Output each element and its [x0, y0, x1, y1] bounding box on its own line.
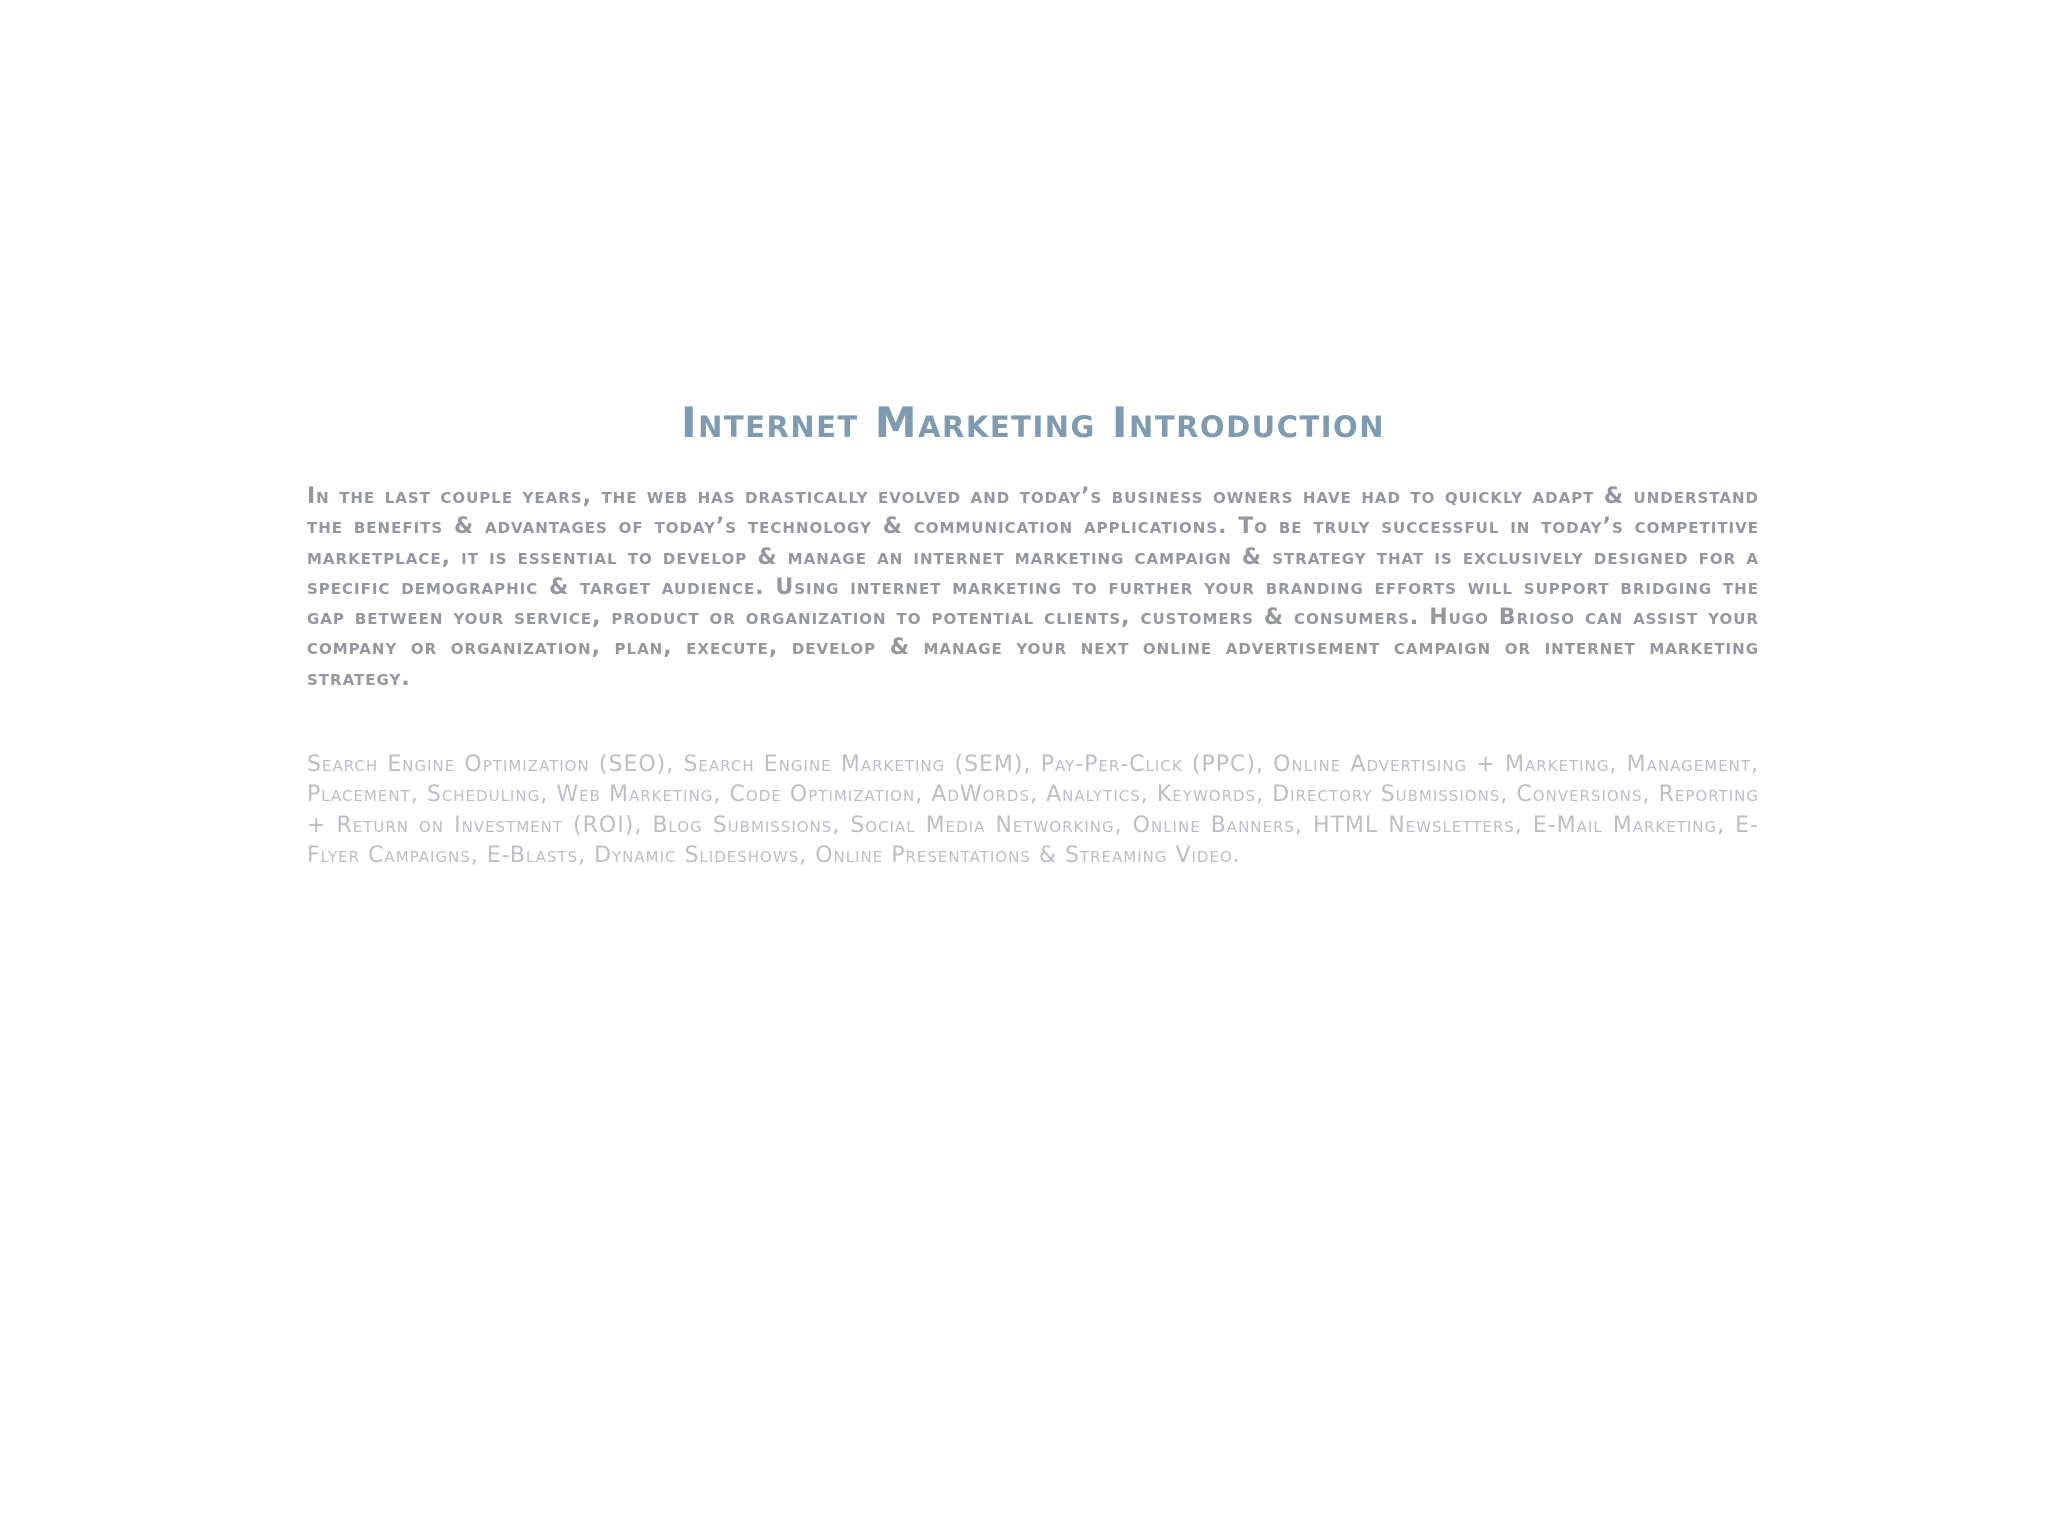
main-content: [307, 395, 1759, 871]
page-title: Internet Marketing Introduction: [681, 398, 1385, 447]
services-paragraph: Search Engine Optimization (SEO), Search Engine Marketing (SEM), Pay-Per-Click (PPC), Online Advertising + Marketing, Management, Placement, Scheduling, Web Marketing, Code Optimization, AdWords, Analytics, Keywords, Directory Submissions, Conversions, Reporting + Return on Investment (ROI), Blog Submissions, Social Media Networking, Online Banners, HTML Newsletters, E-Mail Marketing, E-Flyer Campaigns, E-Blasts, Dynamic Slideshows, Online Presentations & Streaming Video.: [307, 752, 1759, 868]
intro-paragraph: In the last couple years, the web has drastically evolved and today’s business owners have had to quickly adapt & understand the benefits & advantages of today’s technology & communication applications. To be truly successful in today’s competitive marketplace, it is essential to develop & manage an internet marketing campaign & strategy that is exclusively designed for a specific demographic & target audience. Using internet marketing to further your branding efforts will support bridging the gap between your service, product or organization to potential clients, customers & consumers. Hugo Brioso can assist your company or organization, plan, execute, develop & manage your next online advertisement campaign or internet marketing strategy.: [307, 484, 1759, 691]
